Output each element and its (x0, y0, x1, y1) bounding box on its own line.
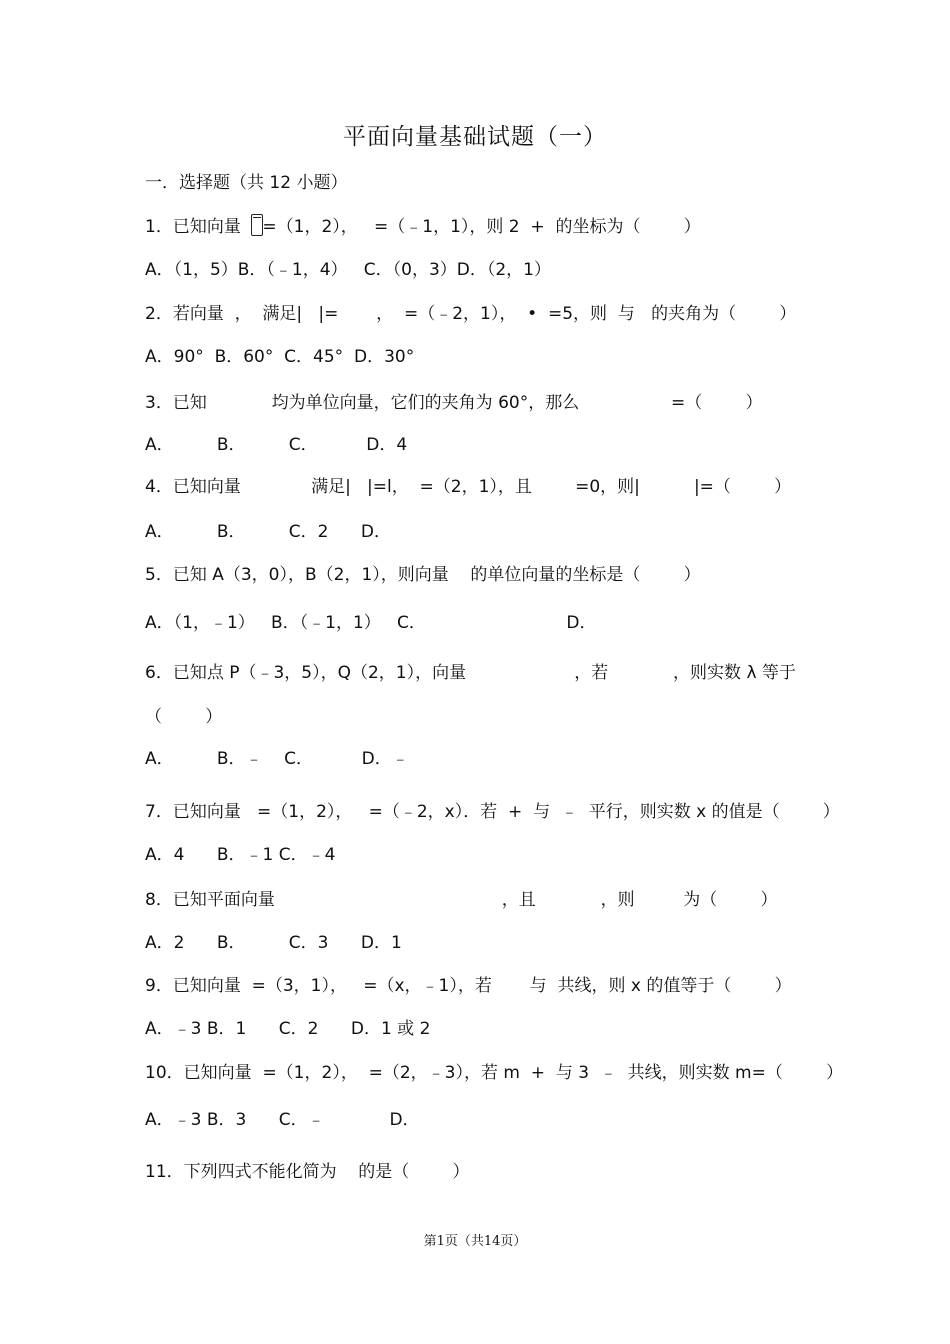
question-8-options: A．2 B． C．3 D．1 (145, 933, 402, 953)
page-title: 平面向量基础试题（一） (343, 124, 607, 150)
question-10: 10．已知向量 =（1，2）， =（2，﹣3），若 m + 与 3 ﹣ 共线，则实数 m=（ ） (145, 1063, 844, 1083)
question-1: 1．已知向量 =（1，2）， =（﹣1，1），则 2 + 的坐标为（ ） (145, 217, 701, 237)
question-11: 11．下列四式不能化简为 的是（ ） (145, 1162, 470, 1182)
question-2-options: A．90° B．60° C．45° D．30° (145, 347, 415, 367)
question-6-options: A． B．﹣ C． D．﹣ (145, 749, 409, 769)
question-6-continuation: （ ） (145, 707, 223, 727)
page-footer: 第1页（共14页） (423, 1234, 527, 1249)
question-2: 2．若向量 ， 满足| |= ， =（﹣2，1）， • =5，则 与 的夹角为（ ） (145, 304, 797, 324)
question-10-options: A．﹣3 B．3 C．﹣ D． (145, 1110, 420, 1130)
question-4: 4．已知向量 满足| |=l， =（2，1），且 =0，则| |=（ ） (145, 477, 792, 497)
question-5-options: A．（1，﹣1） B．（﹣1，1） C． D． (145, 613, 597, 633)
question-7: 7．已知向量 =（1，2）， =（﹣2，x）．若 + 与 ﹣ 平行，则实数 x 的值是（ ） (145, 802, 840, 822)
vector-symbol-icon (251, 214, 263, 236)
question-3-options: A． B． C． D．4 (145, 435, 408, 455)
question-9-options: A．﹣3 B．1 C．2 D．1 或 2 (145, 1019, 431, 1039)
question-4-options: A． B． C．2 D． (145, 522, 391, 542)
section-heading: 一．选择题（共 12 小题） (145, 173, 348, 193)
question-3: 3．已知 均为单位向量，它们的夹角为 60°，那么 =（ ） (145, 393, 763, 413)
question-5: 5．已知 A（3，0），B（2，1），则向量 的单位向量的坐标是（ ） (145, 565, 701, 585)
question-7-options: A．4 B．﹣1 C．﹣4 (145, 845, 336, 865)
question-8: 8．已知平面向量 ，且 ，则 为（ ） (145, 890, 778, 910)
question-6: 6．已知点 P（﹣3，5），Q（2，1），向量 ，若 ，则实数 λ 等于 (145, 663, 796, 683)
question-9: 9．已知向量 =（3，1）， =（x，﹣1），若 与 共线，则 x 的值等于（ ） (145, 976, 792, 996)
question-1-options: A．（1，5）B．（﹣1，4） C．（0，3）D．（2，1） (145, 260, 551, 280)
